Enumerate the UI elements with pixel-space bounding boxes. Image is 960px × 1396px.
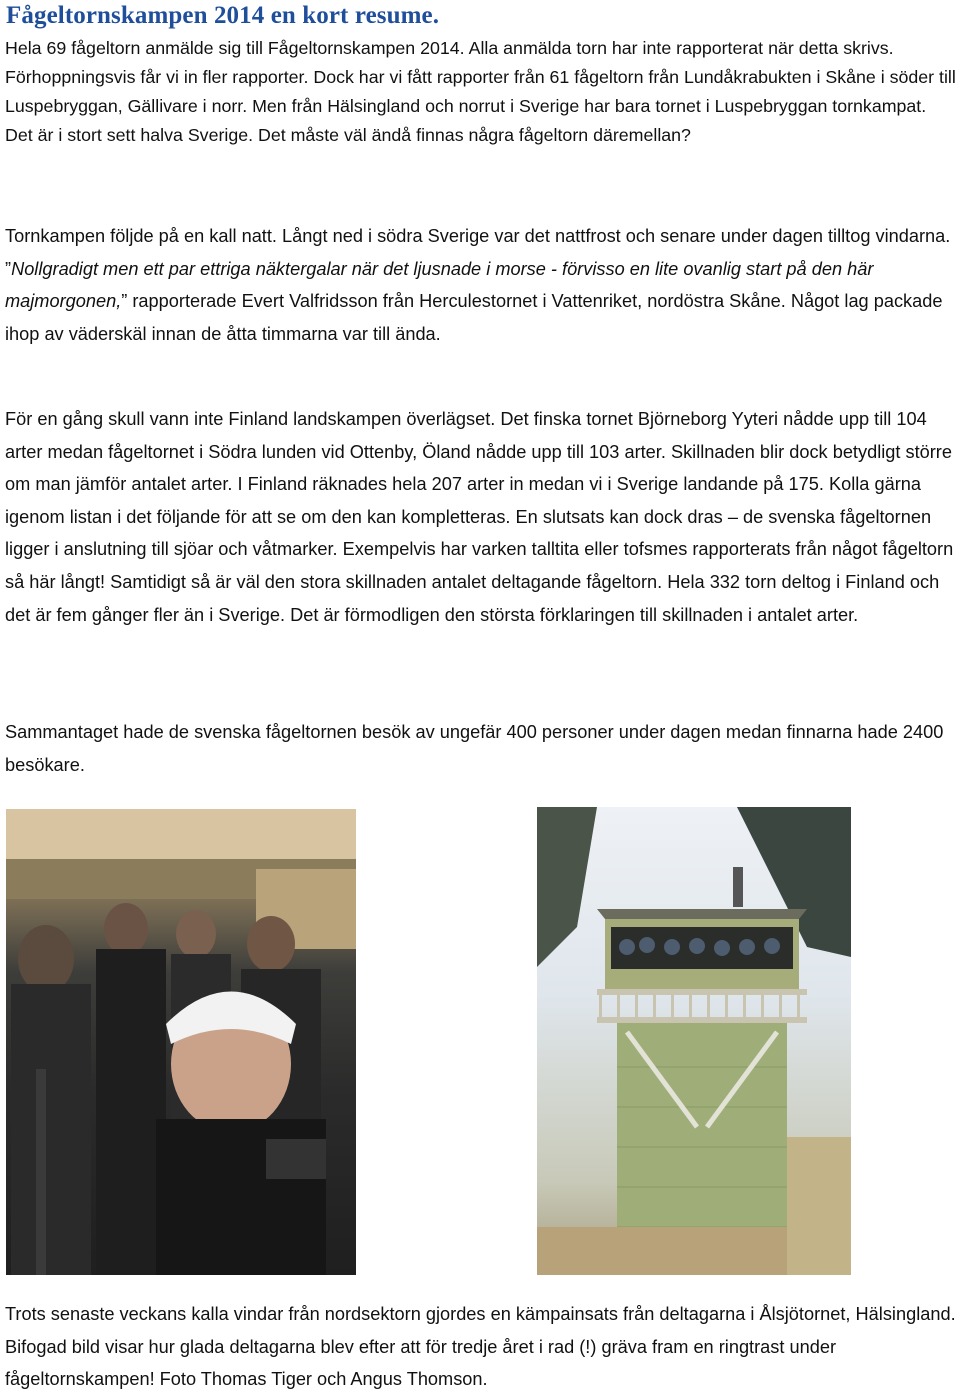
paragraph-night-quote: Nollgradigt men ett par ettriga näktergalar när det ljusnade i morse - förvisso en lite ovanlig start på den här majmorgonen,	[5, 258, 874, 311]
paragraph-visitors: Sammantaget hade de svenska fågeltornen besök av ungefär 400 personer under dagen medan finnarna hade 2400 besökare.	[5, 722, 944, 775]
paragraph-alsjotornet: Trots senaste veckans kalla vindar från nordsektorn gjordes en kämpainsats från deltagarna i Ålsjötornet, Hälsingland. Bifogad bild visar hur glada deltagarna blev efter att för tredje året i rad (!) gräva fram en ringtrast under fågeltornskampen! Foto Thomas Tiger och Angus Thomson.	[5, 1304, 956, 1389]
paragraph-intro: Hela 69 fågeltorn anmälde sig till Fågeltornskampen 2014. Alla anmälda torn har inte rapporterat när detta skrivs. Förhoppningsvis får vi in fler rapporter. Dock har vi fått rapporter från 61 fågeltorn från Lundåkrabukten i Skåne i söder till Luspebryggan, Gällivare i norr. Men från Hälsingland och norrut i Sverige har bara tornet i Luspebryggan tornkampat. Det är i stort sett halva Sverige. Det måste väl ändå finnas några fågeltorn däremellan?	[5, 38, 956, 145]
paragraph-night-text-a: Tornkampen följde på en kall natt. Långt ned i södra Sverige var det nattfrost och senare under dagen tilltog vindarna. ”	[5, 226, 951, 279]
paragraph-night-text-b: ” rapporterade Evert Valfridsson från Herculestornet i Vattenriket, nordöstra Skåne. Något lag packade ihop av väderskäl innan de åtta timmarna var till ända.	[5, 291, 943, 344]
bird-tower-photo	[537, 807, 851, 1275]
birdwatchers-photo	[6, 809, 356, 1275]
paragraph-finland: För en gång skull vann inte Finland landskampen överlägset. Det finska tornet Björneborg Yyteri nådde upp till 104 arter medan fågeltornet i Södra lunden vid Ottenby, Öland nådde upp till 103 arter. Skillnaden blir dock betydligt större om man jämför antalet arter. I Finland räknades hela 207 arter in medan vi i Sverige landande på 175. Kolla gärna igenom listan i det följande för att se om den kan kompletteras. En slutsats kan dock dras – de svenska fågeltornen ligger i anslutning till sjöar och våtmarker. Exempelvis har varken talltita eller tofsmes rapporterats från något fågeltorn så här långt! Samtidigt så är väl den stora skillnaden antalet deltagande fågeltorn. Hela 332 torn deltog i Finland och det är fem gånger fler än i Sverige. Det är förmodligen den största förklaringen till skillnaden i antalet arter.	[5, 409, 954, 625]
paragraph-night	[5, 220, 957, 350]
page-title: Fågeltornskampen 2014 en kort resume.	[6, 2, 440, 29]
